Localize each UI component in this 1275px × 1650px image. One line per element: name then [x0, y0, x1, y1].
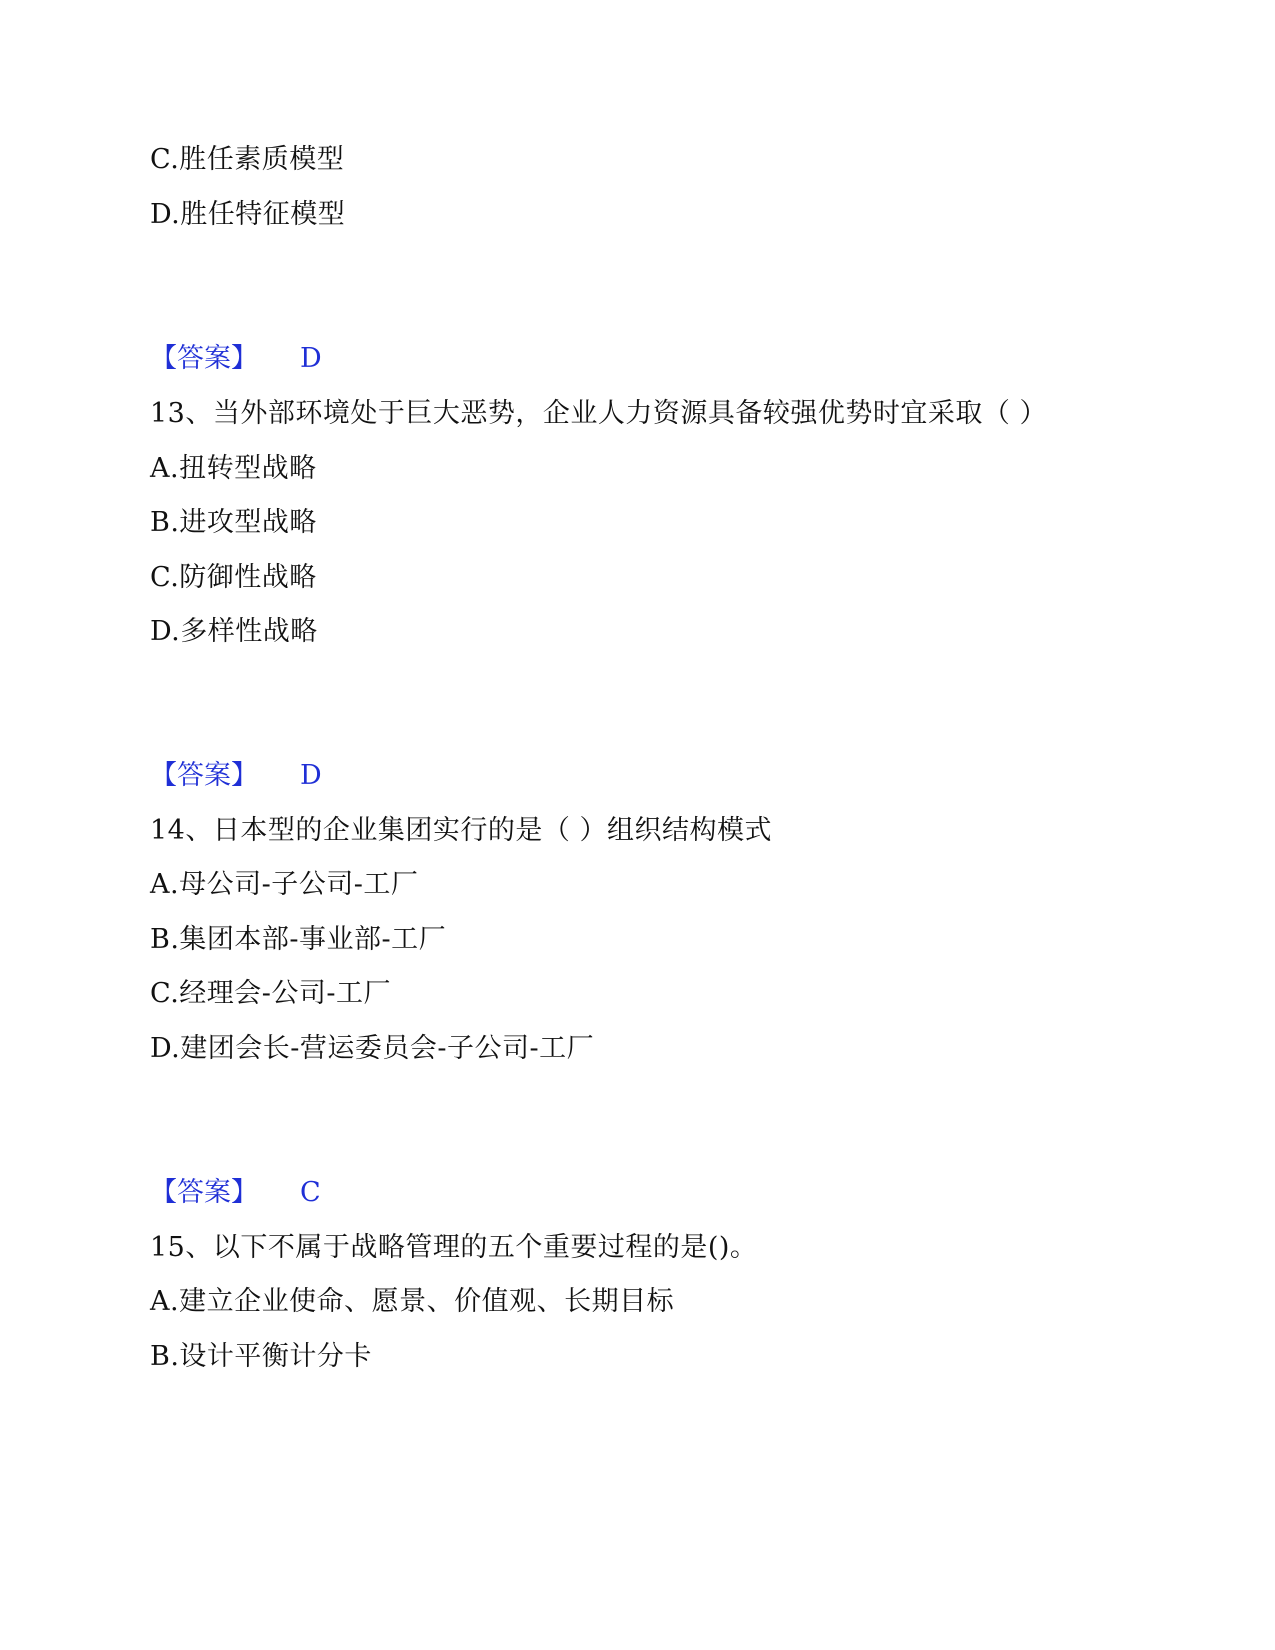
option-d: D.胜任特征模型 [150, 199, 346, 230]
question-title: 13、当外部环境处于巨大恶势，企业人力资源具备较强优势时宜采取（ ） [150, 398, 1047, 429]
option-d: D.多样性战略 [150, 616, 318, 647]
answer-row [150, 760, 322, 792]
option-b: B.集团本部-事业部-工厂 [150, 924, 447, 955]
option-a: A.建立企业使命、愿景、价值观、长期目标 [150, 1286, 675, 1317]
option-c: C.胜任素质模型 [150, 144, 345, 175]
answer-label: 【答案】 [150, 760, 258, 791]
answer-value: D [300, 343, 322, 374]
option-b: B.进攻型战略 [150, 507, 317, 538]
question-title: 15、以下不属于战略管理的五个重要过程的是()。 [150, 1232, 758, 1263]
option-c: C.经理会-公司-工厂 [150, 978, 392, 1009]
option-b: B.设计平衡计分卡 [150, 1341, 372, 1372]
option-a: A.母公司-子公司-工厂 [150, 869, 419, 900]
answer-value: C [300, 1177, 321, 1208]
answer-label: 【答案】 [150, 343, 258, 374]
answer-value: D [300, 760, 322, 791]
question-title: 14、日本型的企业集团实行的是（ ）组织结构模式 [150, 815, 772, 846]
answer-row [150, 1177, 321, 1209]
answer-label: 【答案】 [150, 1177, 258, 1208]
answer-row [150, 343, 322, 375]
option-d: D.建团会长-营运委员会-子公司-工厂 [150, 1033, 595, 1064]
option-c: C.防御性战略 [150, 562, 317, 593]
option-a: A.扭转型战略 [150, 453, 317, 484]
